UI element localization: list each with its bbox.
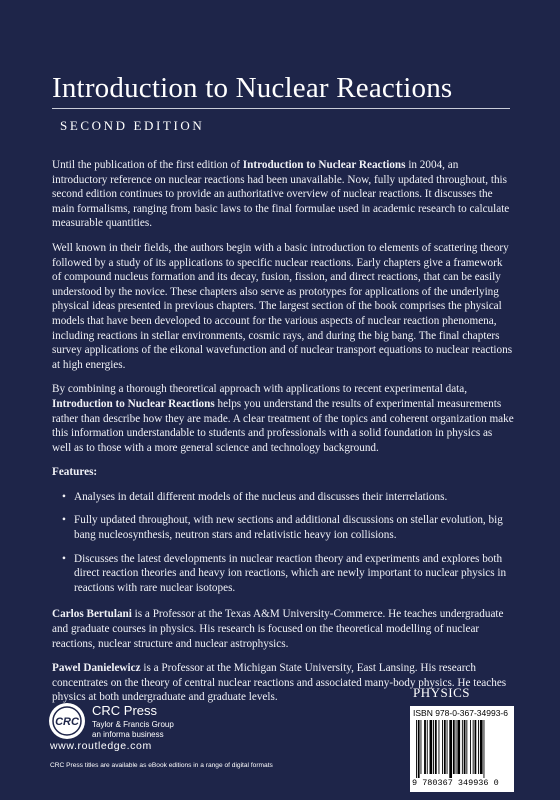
features-list xyxy=(52,490,514,596)
barcode-bar xyxy=(433,720,434,774)
title-divider xyxy=(52,108,510,109)
barcode-bar xyxy=(424,720,426,774)
ean-digits: 9 780367 349936 xyxy=(412,778,489,788)
text-span: in 2004, an introductory reference on nuclear reactions had been unavailable. Now, fully updated throughout, this second edition continues to provide an authoritative overview of nuclear reactions. It discusses the main formalisms, ranging from basic laws to the final formulae used in academic research to calculate measurable quantities. xyxy=(52,159,510,230)
text-span: helps you understand the results of experimental measurements rather than describe how they are made. A clear treatment of the topics and coherent organization make this information understandable to students and professionals with a solid foundation in physics as well as to those with a more general science and technology background. xyxy=(52,397,514,454)
barcode-bar xyxy=(462,720,463,774)
barcode-digits xyxy=(412,778,512,788)
author-name: Carlos Bertulani xyxy=(52,608,132,621)
barcode-bar xyxy=(416,720,417,778)
barcode-bar xyxy=(457,720,460,774)
barcode-bar xyxy=(473,720,474,774)
ean-addon: 0 xyxy=(493,778,499,788)
ebook-note: CRC Press titles are available as eBook editions in a range of digital formats xyxy=(50,762,273,769)
publisher-group xyxy=(92,720,174,740)
barcode-bar xyxy=(456,720,457,774)
text-span: By combining a thorough theoretical approach with applications to recent experimental data, xyxy=(52,383,468,396)
author-name: Pawel Danielewicz xyxy=(52,662,141,675)
barcode-bar xyxy=(442,720,443,774)
feature-item: • Analyses in detail different models of the nucleus and discusses their interrelations. xyxy=(52,490,514,505)
subject-category: PHYSICS xyxy=(413,685,470,700)
barcode-bar xyxy=(447,720,448,774)
summary-paragraph xyxy=(52,382,514,455)
barcode-bar xyxy=(430,720,433,774)
edition-label: SECOND EDITION xyxy=(60,118,205,133)
barcode-bars xyxy=(416,720,508,778)
features-heading: Features: xyxy=(52,466,98,479)
barcode-bar xyxy=(478,720,479,774)
logo-text: CRC xyxy=(55,716,79,728)
feature-item: • Discusses the latest developments in nuclear reaction theory and experiments and explores both direct reaction theories and heavy ion reactions, which are newly important to nuclear physics in reactions with rare nuclear isotopes. xyxy=(52,552,514,596)
barcode-bar xyxy=(480,720,483,774)
description-body xyxy=(52,158,514,715)
barcode-bar xyxy=(464,720,466,774)
barcode-bar xyxy=(470,720,471,774)
barcode-bar xyxy=(466,720,467,774)
book-title: Introduction to Nuclear Reactions xyxy=(52,72,453,104)
text-span: Until the publication of the first edition of xyxy=(52,159,243,171)
overview-paragraph: Well known in their fields, the authors begin with a basic introduction to elements of scattering theory followed by a study of its applications to specific nuclear reactions. Early chapters give a framework of compound nucleus formation and its decay, fusion, fission, and direct reactions, that can be easily understood by the novice. These chapters also serve as prototypes for applications of the underlying physical ideas presented in previous chapters. The largest section of the book comprises the physical models that have been developed to account for the various aspects of nuclear reaction phenomena, including reactions in stellar environments, cosmic rays, and during the big bang. The final chapters survey applications of the eikonal wavefunction and of nuclear transport equations to nuclear reactions at high energies. xyxy=(52,241,513,371)
publisher-group-line: Taylor & Francis Group xyxy=(92,720,174,729)
barcode-bar xyxy=(427,720,428,774)
barcode-bar xyxy=(449,720,452,778)
book-title-inline: Introduction to Nuclear Reactions xyxy=(52,397,215,410)
barcode-bar xyxy=(418,720,420,778)
barcode-bar xyxy=(444,720,446,774)
author-bio-text: is a Professor at the Texas A&M University-Commerce. He teaches undergraduate and graduate courses in physics. His research is focused on the theoretical modelling of nuclear reactions, nuclear structure and nuclear astrophysics. xyxy=(52,608,504,650)
barcode-bar xyxy=(421,720,422,774)
book-title-inline: Introduction to Nuclear Reactions xyxy=(242,159,406,171)
author-bio-text: is a Professor at the Michigan State University, East Lansing. His research concentrates on the theory of central nuclear reactions and associated many-body physics. He teaches physics at both undergraduate and graduate levels. xyxy=(52,662,507,704)
barcode-bar xyxy=(453,720,455,774)
intro-paragraph xyxy=(52,158,514,231)
barcode-bar xyxy=(484,720,485,778)
barcode xyxy=(410,706,514,792)
publisher-name: CRC Press xyxy=(92,703,158,718)
publisher-website: www.routledge.com xyxy=(50,740,152,752)
barcode-bar xyxy=(475,720,477,774)
author-bio-1 xyxy=(52,607,514,651)
barcode-bar xyxy=(439,720,440,774)
feature-item: • Fully updated throughout, with new sections and additional discussions on stellar evolution, big bang nucleosynthesis, neutron stars and relativistic heavy ion collisions. xyxy=(52,513,514,542)
publisher-group-line: an informa business xyxy=(92,730,164,739)
barcode-bar xyxy=(435,720,437,774)
crc-press-logo-icon xyxy=(48,702,86,740)
isbn-label: ISBN 978-0-367-34993-6 xyxy=(413,708,508,718)
